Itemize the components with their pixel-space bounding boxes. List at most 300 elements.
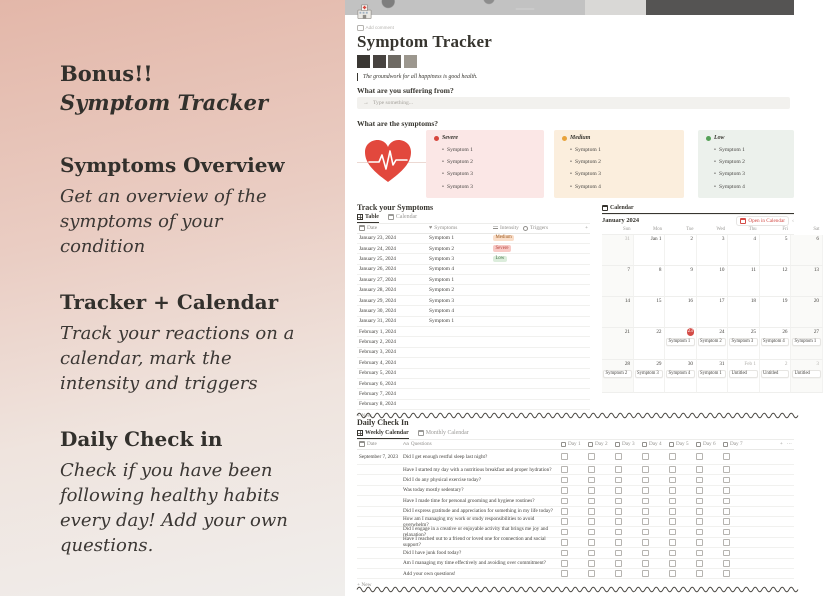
cell-intensity[interactable]: [491, 244, 521, 253]
cell-date[interactable]: [357, 475, 401, 484]
checkbox[interactable]: [588, 539, 595, 546]
calendar-day-cell[interactable]: [791, 328, 823, 360]
cover-dark-block: [646, 0, 794, 15]
cell-question[interactable]: Did I express gratitude and appreciation for something in my life today?: [403, 508, 553, 515]
cell-date[interactable]: [357, 517, 401, 526]
calendar-day-cell[interactable]: [791, 235, 823, 266]
cell-triggers[interactable]: [521, 234, 573, 243]
calendar-day-cell[interactable]: [634, 328, 666, 360]
checkbox[interactable]: [696, 477, 703, 484]
checkbox[interactable]: [669, 498, 676, 505]
cell-question[interactable]: Have I started my day with a nutritious breakfast and proper hydration?: [403, 466, 552, 473]
checkbox[interactable]: [642, 560, 649, 567]
add-column-button[interactable]: [573, 224, 590, 233]
table-row[interactable]: [357, 317, 590, 327]
table-row[interactable]: [357, 379, 590, 389]
table-row[interactable]: [357, 296, 590, 306]
checkbox[interactable]: [723, 518, 730, 525]
symptom-card-severe[interactable]: [426, 130, 544, 198]
calendar-day-cell[interactable]: [602, 328, 634, 360]
cell-date[interactable]: February 4, 2024: [359, 359, 396, 366]
cell-date[interactable]: January 24, 2024: [359, 245, 396, 252]
calendar-nav-chevron[interactable]: ‹: [792, 217, 794, 224]
cell-intensity[interactable]: [491, 379, 521, 388]
open-in-calendar-button[interactable]: [736, 216, 789, 226]
table-row[interactable]: [357, 254, 590, 264]
cell-symptom[interactable]: [427, 337, 491, 346]
table-row[interactable]: [357, 389, 590, 399]
symptom-list-item[interactable]: [442, 168, 536, 180]
checkbox[interactable]: [723, 539, 730, 546]
checkbox[interactable]: [696, 539, 703, 546]
column-header-date[interactable]: [357, 440, 401, 449]
cell-date[interactable]: January 30, 2024: [359, 307, 396, 314]
checkbox[interactable]: [696, 570, 703, 577]
cell-date[interactable]: [357, 465, 401, 474]
cell-symptom[interactable]: [427, 327, 491, 336]
column-header-day4[interactable]: [640, 440, 667, 449]
cell-symptom[interactable]: Symptom 1: [429, 235, 455, 242]
table-row[interactable]: [357, 244, 590, 254]
cell-date[interactable]: January 29, 2024: [359, 297, 396, 304]
checkbox[interactable]: [561, 539, 568, 546]
calendar-event-chip[interactable]: Symptom 4: [761, 338, 790, 346]
symptom-list-item[interactable]: [442, 144, 536, 156]
cell-triggers[interactable]: [521, 254, 573, 263]
cell-question[interactable]: Did I get enough restful sleep last night?: [403, 453, 488, 460]
checkbox[interactable]: [615, 560, 622, 567]
checkbox[interactable]: [723, 570, 730, 577]
calendar-day-cell[interactable]: [760, 266, 792, 297]
daily-row[interactable]: [357, 486, 794, 496]
calendar-event-chip[interactable]: Symptom 2: [698, 338, 727, 346]
table-row[interactable]: [357, 348, 590, 358]
checkbox[interactable]: [723, 529, 730, 536]
calendar-day-cell[interactable]: [791, 297, 823, 328]
symptom-card-medium[interactable]: [554, 130, 684, 198]
quote-block[interactable]: [357, 73, 477, 81]
cell-question[interactable]: Did I do any physical exercise today?: [403, 477, 482, 484]
column-header-intensity[interactable]: [491, 224, 521, 233]
calendar-day-cell[interactable]: [665, 328, 697, 360]
cell-triggers[interactable]: [521, 265, 573, 274]
calendar-event-chip[interactable]: Symptom 3: [635, 370, 664, 378]
checkbox[interactable]: [561, 466, 568, 473]
cell-triggers[interactable]: [521, 327, 573, 336]
cell-question[interactable]: Am I managing my time effectively and avoiding over commitment?: [403, 560, 546, 567]
checkbox[interactable]: [669, 529, 676, 536]
cell-symptom[interactable]: [427, 369, 491, 378]
checkbox[interactable]: [615, 539, 622, 546]
cell-day5: [667, 465, 694, 474]
cell-intensity[interactable]: [491, 317, 521, 326]
cell-date[interactable]: February 8, 2024: [359, 401, 396, 408]
calendar-event-chip[interactable]: Symptom 3: [729, 338, 758, 346]
checkbox[interactable]: [615, 487, 622, 494]
table-row[interactable]: [357, 306, 590, 316]
calendar-day-cell[interactable]: [697, 360, 729, 393]
tab-calendar-view[interactable]: [602, 205, 794, 211]
symptom-list-item[interactable]: [570, 181, 676, 193]
checkbox[interactable]: [588, 466, 595, 473]
cell-intensity[interactable]: [491, 275, 521, 284]
column-header-questions[interactable]: [401, 440, 559, 449]
checkbox[interactable]: [723, 453, 730, 460]
checkbox[interactable]: [669, 487, 676, 494]
cell-question[interactable]: How am I managing my work or study responsibilities to avoid overwhelm?: [403, 515, 535, 528]
table-row[interactable]: [357, 234, 590, 244]
cell-intensity[interactable]: [491, 369, 521, 378]
calendar-event-chip[interactable]: Symptom 1: [792, 338, 821, 346]
checkbox[interactable]: [723, 560, 730, 567]
checkbox[interactable]: [723, 466, 730, 473]
cell-day4: [640, 450, 667, 465]
hospital-icon[interactable]: [356, 3, 373, 20]
checkbox[interactable]: [696, 560, 703, 567]
calendar-event-chip[interactable]: Untitled: [792, 370, 821, 378]
cell-symptom[interactable]: Symptom 1: [429, 318, 455, 325]
calendar-day-cell[interactable]: [602, 360, 634, 393]
cell-date[interactable]: January 31, 2024: [359, 318, 396, 325]
table-row[interactable]: [357, 275, 590, 285]
checkbox[interactable]: [723, 508, 730, 515]
column-header-triggers[interactable]: [521, 224, 573, 233]
cell-date[interactable]: February 3, 2024: [359, 349, 396, 356]
cell-date[interactable]: January 27, 2024: [359, 276, 396, 283]
checkbox[interactable]: [588, 570, 595, 577]
checkbox[interactable]: [561, 498, 568, 505]
checkbox[interactable]: [669, 560, 676, 567]
checkbox[interactable]: [615, 508, 622, 515]
cell-symptom[interactable]: Symptom 4: [429, 266, 455, 273]
calendar-day-cell[interactable]: [665, 266, 697, 297]
cell-date[interactable]: January 23, 2024: [359, 235, 396, 242]
daily-row[interactable]: [357, 496, 794, 506]
calendar-day-cell[interactable]: [665, 360, 697, 393]
calendar-event-chip[interactable]: Symptom 4: [666, 370, 695, 378]
checkbox[interactable]: [696, 498, 703, 505]
cell-date[interactable]: January 26, 2024: [359, 266, 396, 273]
cell-question[interactable]: Did I have junk food today?: [403, 549, 462, 556]
checkbox[interactable]: [669, 518, 676, 525]
checkbox[interactable]: [696, 487, 703, 494]
calendar-day-cell[interactable]: [760, 360, 792, 393]
daily-row[interactable]: [357, 548, 794, 558]
tab-table[interactable]: [357, 214, 379, 220]
heart-icon: ♥: [429, 224, 433, 231]
column-label: Symptoms: [434, 225, 458, 231]
cell-symptom[interactable]: [427, 389, 491, 398]
cell-symptom[interactable]: Symptom 2: [429, 287, 455, 294]
calendar-day-cell[interactable]: [634, 266, 666, 297]
checkbox[interactable]: [696, 466, 703, 473]
cell-triggers[interactable]: [521, 337, 573, 346]
calendar-event-chip[interactable]: Untitled: [729, 370, 758, 378]
cell-triggers[interactable]: [521, 379, 573, 388]
checkbox[interactable]: [588, 498, 595, 505]
calendar-day-cell[interactable]: [602, 266, 634, 297]
cell-triggers[interactable]: [521, 275, 573, 284]
checkbox[interactable]: [642, 570, 649, 577]
checkbox[interactable]: [561, 570, 568, 577]
cell-day3: [613, 496, 640, 505]
table-row[interactable]: [357, 265, 590, 275]
cell-date[interactable]: [357, 486, 401, 495]
calendar-event-chip[interactable]: Symptom 1: [666, 338, 695, 346]
cell-date[interactable]: [357, 559, 401, 568]
cell-triggers[interactable]: [521, 369, 573, 378]
cell-date[interactable]: January 28, 2024: [359, 287, 396, 294]
calendar-day-cell[interactable]: [760, 328, 792, 360]
cell-date[interactable]: [357, 450, 401, 465]
checkbox[interactable]: [642, 477, 649, 484]
cell-date[interactable]: [357, 507, 401, 516]
checkbox[interactable]: [696, 529, 703, 536]
daily-row[interactable]: [357, 538, 794, 548]
symptom-list-item[interactable]: [442, 156, 536, 168]
daily-row[interactable]: [357, 569, 794, 579]
daily-new-row-button[interactable]: + New: [357, 581, 372, 588]
checkbox[interactable]: [642, 539, 649, 546]
checkbox[interactable]: [615, 529, 622, 536]
daily-row[interactable]: [357, 450, 794, 466]
checkbox[interactable]: [669, 539, 676, 546]
table-row[interactable]: [357, 337, 590, 347]
checkbox[interactable]: [642, 466, 649, 473]
cell-triggers[interactable]: [521, 317, 573, 326]
cell-intensity[interactable]: [491, 254, 521, 263]
checkbox[interactable]: [561, 453, 568, 460]
checkbox[interactable]: [561, 550, 568, 557]
checkbox[interactable]: [561, 529, 568, 536]
calendar-day-cell[interactable]: [602, 297, 634, 328]
checkbox[interactable]: [561, 518, 568, 525]
checkbox[interactable]: [588, 487, 595, 494]
day-number: 20: [813, 298, 819, 304]
calendar-day-cell[interactable]: [634, 360, 666, 393]
checkbox[interactable]: [615, 570, 622, 577]
symptom-card-low[interactable]: [698, 130, 794, 198]
checkbox[interactable]: [561, 477, 568, 484]
cell-intensity[interactable]: [491, 296, 521, 305]
cell-intensity[interactable]: [491, 234, 521, 243]
checkbox[interactable]: [588, 560, 595, 567]
cell-symptom[interactable]: [427, 348, 491, 357]
calendar-day-cell[interactable]: [791, 360, 823, 393]
day-of-week-label: Mon: [652, 226, 662, 232]
symptom-list-item[interactable]: [570, 144, 676, 156]
column-header-day3[interactable]: [613, 440, 640, 449]
checkbox[interactable]: [588, 477, 595, 484]
checkbox[interactable]: [696, 508, 703, 515]
calendar-day-cell[interactable]: [634, 235, 666, 266]
checkbox[interactable]: [669, 550, 676, 557]
checkbox[interactable]: [588, 508, 595, 515]
checkbox[interactable]: [723, 498, 730, 505]
symptom-list-item[interactable]: [570, 156, 676, 168]
cell-intensity[interactable]: [491, 389, 521, 398]
checkbox[interactable]: [642, 529, 649, 536]
cell-date[interactable]: February 7, 2024: [359, 391, 396, 398]
symptom-list-item[interactable]: [714, 168, 786, 180]
column-header-date[interactable]: [357, 224, 427, 233]
cell-question[interactable]: Have I made time for personal grooming and hygiene routines?: [403, 497, 535, 504]
cell-symptom[interactable]: Symptom 4: [429, 307, 455, 314]
column-header-day7[interactable]: [721, 440, 748, 449]
type-something-input[interactable]: [357, 97, 790, 109]
cell-date[interactable]: February 6, 2024: [359, 380, 396, 387]
checkbox[interactable]: [561, 560, 568, 567]
checkbox[interactable]: [642, 453, 649, 460]
cell-question[interactable]: Have I reached out to a friend or loved one for connection and social support?: [403, 536, 546, 549]
calendar-day-cell[interactable]: [728, 235, 760, 266]
column-header-day6[interactable]: [694, 440, 721, 449]
marketing-section: [60, 426, 310, 558]
cell-triggers[interactable]: [521, 285, 573, 294]
table-row[interactable]: [357, 369, 590, 379]
cell-question[interactable]: Was today mostly sedentary?: [403, 487, 464, 494]
cell-date[interactable]: February 2, 2024: [359, 339, 396, 346]
cell-date[interactable]: January 25, 2024: [359, 255, 396, 262]
cell-symptom[interactable]: Symptom 3: [429, 297, 455, 304]
checkbox[interactable]: [561, 487, 568, 494]
add-column-button[interactable]: [748, 440, 794, 449]
cell-intensity[interactable]: [491, 358, 521, 367]
calendar-day-cell[interactable]: [760, 235, 792, 266]
cell-date[interactable]: February 5, 2024: [359, 370, 396, 377]
cell-day5: [667, 569, 694, 578]
checkbox[interactable]: [723, 477, 730, 484]
cell-date[interactable]: [357, 548, 401, 557]
cell-triggers[interactable]: [521, 296, 573, 305]
calendar-day-cell[interactable]: [665, 235, 697, 266]
cell-symptom[interactable]: Symptom 3: [429, 255, 455, 262]
cell-intensity[interactable]: [491, 348, 521, 357]
checkbox[interactable]: [642, 550, 649, 557]
calendar-day-cell[interactable]: [728, 360, 760, 393]
calendar-day-cell[interactable]: [728, 266, 760, 297]
table-row[interactable]: [357, 285, 590, 295]
checkbox[interactable]: [696, 518, 703, 525]
cell-date[interactable]: [357, 527, 401, 536]
column-header-symptoms[interactable]: [427, 224, 491, 233]
calendar-day-cell[interactable]: [602, 235, 634, 266]
cell-intensity[interactable]: [491, 306, 521, 315]
checkbox[interactable]: [615, 518, 622, 525]
checkbox[interactable]: [723, 487, 730, 494]
calendar-event-chip[interactable]: Symptom 2: [603, 370, 632, 378]
daily-row[interactable]: [357, 559, 794, 569]
checkbox[interactable]: [588, 529, 595, 536]
symptom-list-item[interactable]: [714, 156, 786, 168]
column-header-day2[interactable]: [586, 440, 613, 449]
table-row[interactable]: [357, 358, 590, 368]
checkbox[interactable]: [669, 570, 676, 577]
symptom-list-item[interactable]: [442, 181, 536, 193]
tab-weekly-calendar[interactable]: [357, 430, 409, 436]
column-header-day1[interactable]: [559, 440, 586, 449]
cell-symptom[interactable]: Symptom 1: [429, 276, 455, 283]
checkbox[interactable]: [642, 518, 649, 525]
checkbox[interactable]: [588, 518, 595, 525]
checkbox[interactable]: [588, 453, 595, 460]
table-row[interactable]: [357, 327, 590, 337]
cell-triggers[interactable]: [521, 348, 573, 357]
calendar-day-cell[interactable]: [634, 297, 666, 328]
column-header-day5[interactable]: [667, 440, 694, 449]
cell-date[interactable]: [357, 569, 401, 578]
checkbox[interactable]: [696, 453, 703, 460]
add-comment-button[interactable]: [357, 25, 394, 31]
page-title[interactable]: Symptom Tracker: [357, 32, 493, 51]
checkbox[interactable]: [615, 453, 622, 460]
checkbox[interactable]: [615, 550, 622, 557]
checkbox[interactable]: [723, 550, 730, 557]
tab-calendar[interactable]: [388, 214, 417, 220]
cell-symptom[interactable]: [427, 379, 491, 388]
calendar-day-cell[interactable]: [697, 266, 729, 297]
cell-date[interactable]: [357, 496, 401, 505]
cell-intensity[interactable]: [491, 337, 521, 346]
calendar-day-cell[interactable]: [697, 235, 729, 266]
calendar-event-chip[interactable]: Untitled: [761, 370, 790, 378]
checkbox[interactable]: [669, 477, 676, 484]
calendar-event-chip[interactable]: Symptom 1: [698, 370, 727, 378]
cell-intensity[interactable]: [491, 265, 521, 274]
checkbox[interactable]: [642, 498, 649, 505]
calendar-day-cell[interactable]: [760, 297, 792, 328]
cell-date[interactable]: [357, 538, 401, 547]
calendar-day-cell[interactable]: [665, 297, 697, 328]
checkbox[interactable]: [642, 508, 649, 515]
checkbox[interactable]: [588, 550, 595, 557]
symptom-list-item[interactable]: [570, 168, 676, 180]
daily-row[interactable]: [357, 465, 794, 475]
checkbox[interactable]: [642, 487, 649, 494]
tab-monthly-calendar[interactable]: [418, 430, 469, 436]
cell-question[interactable]: Did I engage in a creative or enjoyable activity that brings me joy and relaxation?: [403, 526, 549, 539]
symptom-list-item[interactable]: [714, 144, 786, 156]
checkbox[interactable]: [615, 498, 622, 505]
cell-intensity[interactable]: [491, 327, 521, 336]
checkbox[interactable]: [561, 508, 568, 515]
cell-question[interactable]: Add your own questions!: [403, 570, 456, 577]
checkbox[interactable]: [615, 466, 622, 473]
cell-triggers[interactable]: [521, 306, 573, 315]
cell-triggers[interactable]: [521, 389, 573, 398]
cell-intensity[interactable]: [491, 285, 521, 294]
checkbox[interactable]: [669, 508, 676, 515]
checkbox[interactable]: [615, 477, 622, 484]
cell-date[interactable]: February 1, 2024: [359, 328, 396, 335]
tracker-new-row-button[interactable]: + New: [357, 412, 372, 419]
cover-image[interactable]: [345, 0, 794, 15]
cell-symptom[interactable]: Symptom 2: [429, 245, 455, 252]
symptom-list-item[interactable]: [714, 181, 786, 193]
calendar-day-cell[interactable]: [791, 266, 823, 297]
checkbox[interactable]: [696, 550, 703, 557]
checkbox[interactable]: [669, 453, 676, 460]
cell-triggers[interactable]: [521, 244, 573, 253]
daily-row[interactable]: [357, 475, 794, 485]
calendar-day-cell[interactable]: [728, 297, 760, 328]
checkbox[interactable]: [669, 466, 676, 473]
calendar-day-cell[interactable]: [697, 328, 729, 360]
cell-triggers[interactable]: [521, 358, 573, 367]
cell-symptom[interactable]: [427, 358, 491, 367]
calendar-day-cell[interactable]: [697, 297, 729, 328]
calendar-day-cell[interactable]: [728, 328, 760, 360]
